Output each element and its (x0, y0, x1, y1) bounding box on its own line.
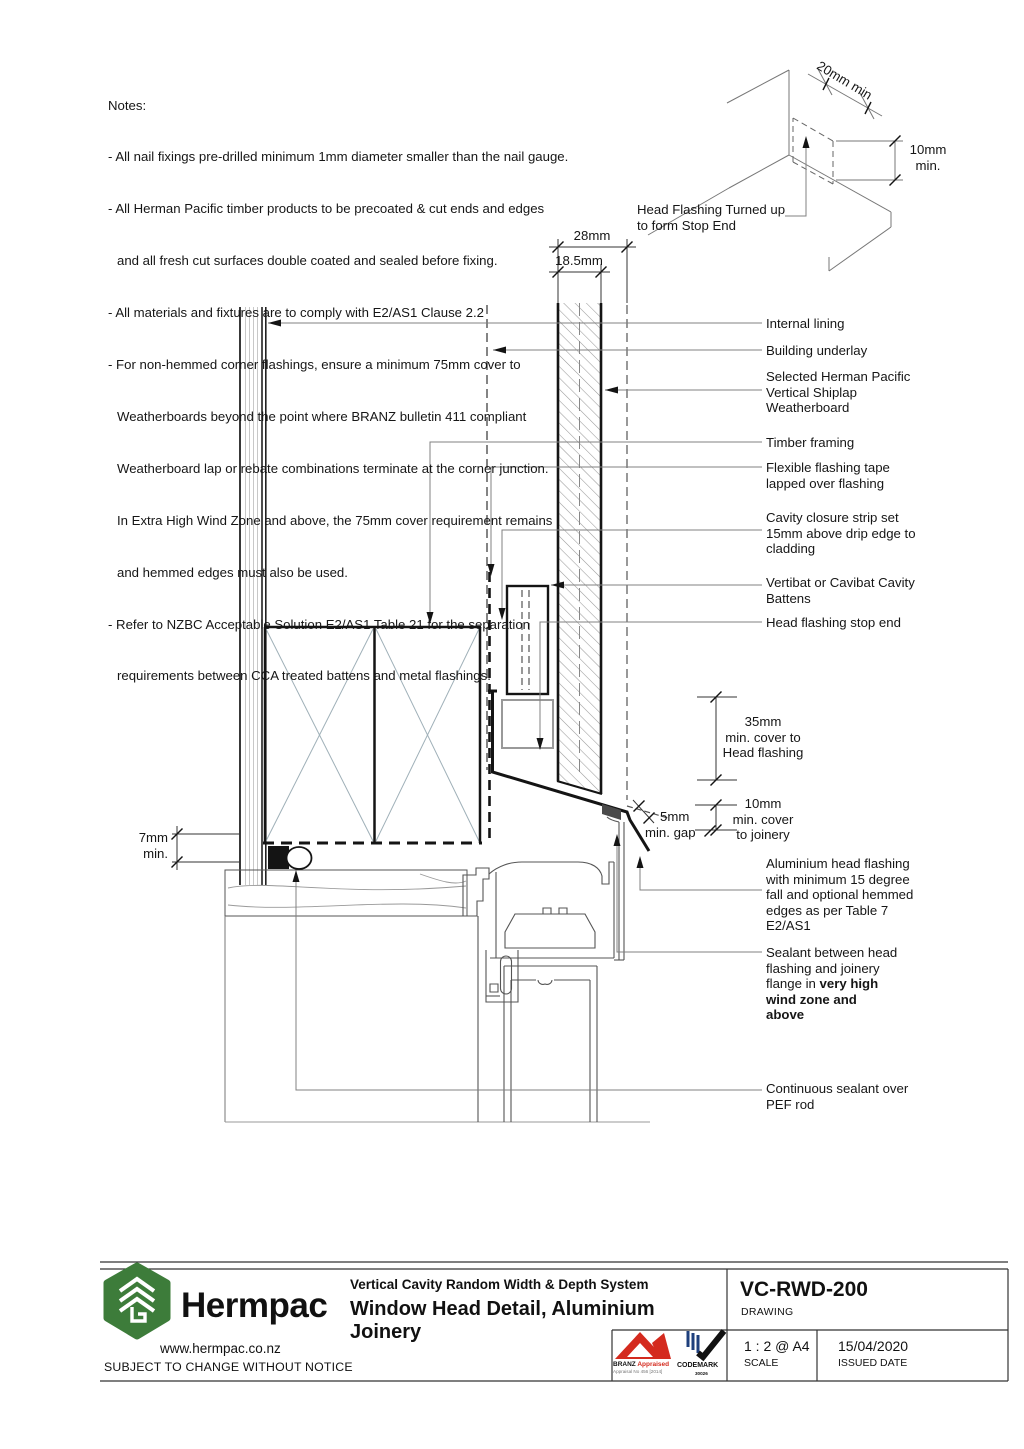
label-continuous-sealant: Continuous sealant over PEF rod (766, 1081, 909, 1112)
timber-lintel-band (225, 870, 650, 1122)
codemark-text: CODEMARK (677, 1362, 719, 1369)
drawing-number: VC-RWD-200 (740, 1278, 868, 1301)
iso-dim-20mm: 20mm min (814, 58, 875, 103)
sealant-pef-rod (268, 846, 312, 869)
label-sealant-head: Sealant between head flashing and joinery flange in very high wind zone and above (766, 945, 898, 1023)
note-line: - All Herman Pacific timber products to be precoated & cut ends and edges (108, 201, 545, 217)
note-line: - Refer to NZBC Acceptable Solution E2/AS1 Table 21 for the separation (108, 616, 530, 632)
note-line: - All nail fixings pre-drilled minimum 1mm diameter smaller than the nail gauge. (108, 149, 569, 165)
label-building-underlay: Building underlay (766, 343, 868, 358)
hermpac-logo (107, 1266, 167, 1336)
note-line: Weatherboards beyond the point where BRANZ bulletin 411 compliant (117, 408, 527, 424)
codemark-number: 30026 (695, 1371, 708, 1376)
drawing-number-label: DRAWING (741, 1306, 794, 1318)
label-cavity-closure: Cavity closure strip set 15mm above drip edge to cladding (766, 510, 916, 557)
dim-5mm-gap-l2: min. gap (645, 825, 696, 840)
codemark-logo (688, 1331, 724, 1357)
scale-value: 1 : 2 @ A4 (744, 1338, 810, 1354)
brand-url: www.hermpac.co.nz (160, 1341, 281, 1356)
note-line: Weatherboard lap or rebate combinations terminate at the corner junction. (117, 460, 549, 476)
label-weatherboard: Selected Herman Pacific Vertical Shiplap Weatherboard (766, 369, 911, 416)
notes-block (108, 62, 568, 702)
note-line: requirements between CCA treated battens and metal flashings. (117, 668, 491, 684)
branz-appraisal-number: Appraisal No 456 [2014] (613, 1369, 663, 1374)
note-line: In Extra High Wind Zone and above, the 75mm cover requirement remains (117, 512, 553, 528)
dim-28mm: 28mm (573, 228, 611, 243)
dim-5mm-gap-l1: 5mm (660, 809, 690, 824)
iso-dim-10mm: 10mm min. (909, 142, 947, 173)
label-cavity-battens: Vertibat or Cavibat Cavity Battens (766, 575, 915, 606)
note-line: and hemmed edges must also be used. (117, 564, 348, 580)
issued-date-value: 15/04/2020 (838, 1338, 909, 1354)
label-internal-lining: Internal lining (766, 316, 845, 331)
label-timber-framing: Timber framing (766, 435, 855, 450)
label-flexible-tape: Flexible flashing tape lapped over flashing (766, 460, 890, 491)
notes-title: Notes: (108, 97, 147, 113)
dim-7mm: 7mm min. (138, 830, 168, 861)
brand-name: Hermpac (181, 1286, 328, 1325)
iso-label-stop-end: Head Flashing Turned up to form Stop End (637, 202, 786, 233)
iso-arrowhead (803, 136, 810, 148)
dim-35mm-cover: 35mm min. cover to Head flashing (722, 714, 804, 761)
note-line: - For non-hemmed corner flashings, ensure a minimum 75mm cover to (108, 357, 521, 373)
aluminium-joinery-profile (463, 817, 624, 1122)
scale-label: SCALE (744, 1357, 779, 1369)
branz-text: BRANZ Appraised (613, 1361, 670, 1368)
system-name: Vertical Cavity Random Width & Depth System (350, 1277, 649, 1292)
cavity-closure-strip (502, 700, 553, 748)
dim-10mm-cover: 10mm min. cover to joinery (732, 796, 794, 843)
issued-date-label: ISSUED DATE (838, 1357, 908, 1369)
note-line: - All materials and fixtures are to comply with E2/AS1 Clause 2.2 (108, 305, 485, 321)
dim-18-5mm: 18.5mm (555, 253, 603, 268)
label-stop-end: Head flashing stop end (766, 615, 901, 630)
label-aluminium-flashing: Aluminium head flashing with minimum 15 degree fall and optional hemmed edges as per Table 7 E2/AS1 (766, 856, 914, 934)
note-line: and all fresh cut surfaces double coated and sealed before fixing. (117, 253, 498, 269)
disclaimer: SUBJECT TO CHANGE WITHOUT NOTICE (104, 1360, 353, 1374)
drawing-title: Window Head Detail, Aluminium Joinery (350, 1298, 655, 1343)
